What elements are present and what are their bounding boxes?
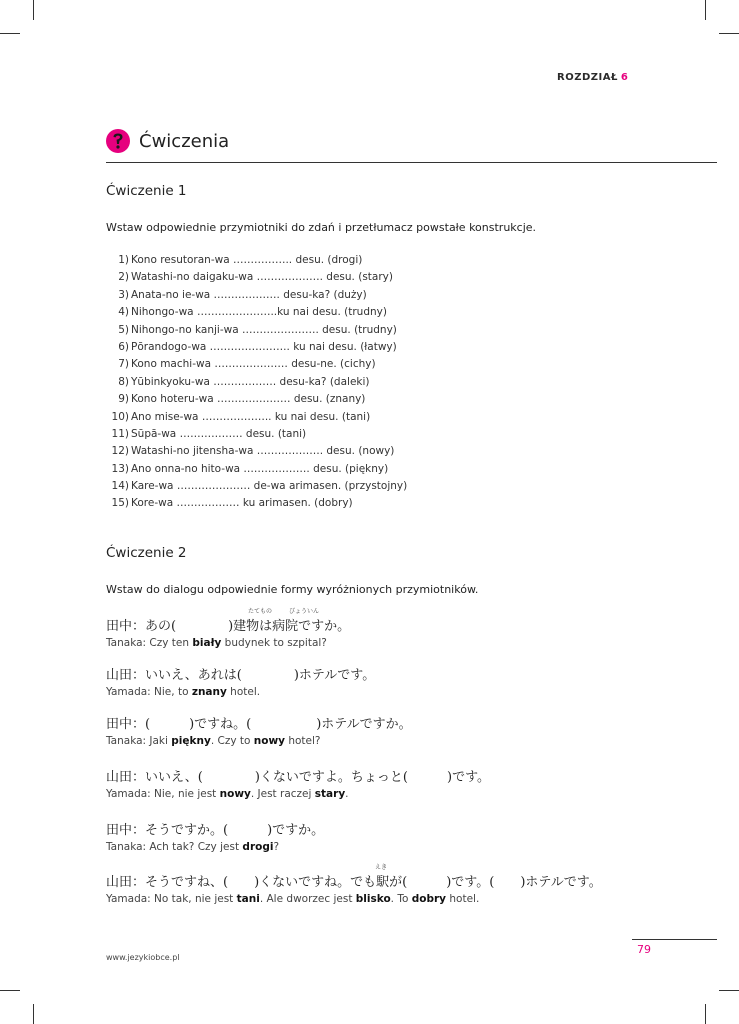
highlighted-adjective: piękny — [171, 735, 211, 747]
item-text: Kono machi-wa ………………… desu-ne. (cichy) — [131, 358, 376, 371]
furigana: たてもの — [248, 608, 273, 615]
exercise1-item — [106, 252, 407, 269]
dialog-translation — [106, 787, 490, 801]
crop-mark — [719, 33, 739, 34]
exercise1-item — [106, 322, 407, 339]
highlighted-adjective: dobry — [411, 893, 447, 905]
crop-mark — [33, 0, 34, 20]
chapter-label-text: ROZDZIAŁ — [557, 72, 618, 83]
exercise1-item — [106, 443, 407, 460]
dialog-line — [106, 769, 490, 801]
exercise1-item — [106, 287, 407, 304]
item-number: 3) — [118, 288, 129, 301]
item-text: Watashi-no jitensha-wa ………………. desu. (nowy) — [131, 445, 395, 458]
translation-text: . Czy to — [210, 735, 254, 747]
highlighted-adjective: biały — [192, 637, 222, 649]
crop-mark — [33, 1004, 34, 1024]
item-number: 11) — [111, 427, 129, 440]
exercise1-item — [106, 461, 407, 478]
exclamation-speech-icon — [106, 129, 130, 153]
dialog-japanese: 山田：そうですね、( )くないですね。でも駅が( )です。( )ホテルです。 — [106, 875, 602, 890]
item-number: 8) — [118, 375, 129, 388]
dialog-japanese: 田中：( )ですね。( )ホテルですか。 — [106, 717, 412, 732]
exercise1-item — [106, 356, 407, 373]
crop-mark — [719, 990, 739, 991]
item-number: 14) — [111, 480, 129, 493]
dialog-line — [106, 608, 351, 650]
crop-mark — [0, 990, 20, 991]
exercise1-item — [106, 391, 407, 408]
exercise1-item — [106, 409, 407, 426]
item-number: 2) — [118, 271, 129, 284]
item-text: Kore-wa ……………… ku arimasen. (dobry) — [131, 497, 353, 510]
translation-text: Tanaka: Czy ten — [106, 637, 193, 649]
exercise1-instruction: Wstaw odpowiednie przymiotniki do zdań i przetłumacz powstałe konstrukcje. — [106, 221, 537, 234]
translation-text: . — [345, 788, 349, 800]
dialog-line — [106, 864, 602, 906]
exercise1-item — [106, 339, 407, 356]
dialog-translation — [106, 636, 350, 650]
item-text: Kono resutoran-wa …………….. desu. (drogi) — [131, 254, 363, 266]
translation-text: ? — [273, 841, 280, 853]
furigana: えき — [375, 864, 388, 871]
crop-mark — [705, 1004, 706, 1024]
section-divider — [106, 162, 717, 163]
item-number: 7) — [118, 358, 129, 371]
exercise1-item — [106, 495, 407, 512]
translation-text: Yamada: Nie, to — [106, 686, 192, 698]
dialog-translation — [106, 840, 324, 854]
page-number-rule — [632, 939, 717, 940]
dialog-translation — [106, 892, 602, 906]
item-number: 6) — [118, 340, 129, 353]
translation-text: . Jest raczej — [250, 788, 315, 800]
chapter-label — [557, 72, 628, 83]
highlighted-adjective: drogi — [242, 841, 274, 853]
page-number: 79 — [637, 943, 651, 956]
exercise1-item — [106, 478, 407, 495]
dialog-translation — [106, 734, 412, 748]
translation-text: hotel. — [446, 893, 480, 905]
dialog-japanese: 山田：いいえ、( )くないですよ。ちょっと( )です。 — [106, 770, 491, 785]
item-text: Ano mise-wa ……………….. ku nai desu. (tani) — [131, 410, 371, 423]
item-number: 15) — [111, 497, 129, 510]
item-text: Nihongo-wa …………………..ku nai desu. (trudny) — [131, 306, 387, 319]
chapter-number: 6 — [620, 72, 629, 83]
translation-text: Yamada: No tak, nie jest — [106, 893, 237, 905]
translation-text: hotel? — [285, 735, 321, 747]
highlighted-adjective: stary — [314, 788, 346, 800]
item-number: 10) — [111, 410, 129, 423]
exercise1-title: Ćwiczenie 1 — [106, 183, 187, 199]
item-text: Pōrandogo-wa ………………….. ku nai desu. (łatwy) — [131, 340, 397, 353]
translation-text: . To — [390, 893, 412, 905]
translation-text: hotel. — [226, 686, 261, 698]
furigana: びょういん — [289, 608, 320, 615]
item-text: Watashi-no daigaku-wa ………………. desu. (stary) — [131, 271, 393, 284]
item-number: 1) — [118, 254, 129, 266]
item-text: Nihongo-no kanji-wa …………………. desu. (trudny) — [131, 323, 397, 336]
crop-mark — [0, 33, 20, 34]
exercise1-item — [106, 304, 407, 321]
exercise1-item — [106, 426, 407, 443]
highlighted-adjective: znany — [191, 686, 227, 698]
translation-text: budynek to szpital? — [221, 637, 327, 649]
translation-text: Yamada: Nie, nie jest — [106, 788, 220, 800]
item-text: Kare-wa ………………… de-wa arimasen. (przystojny) — [131, 480, 408, 493]
translation-text: . Ale dworzec jest — [259, 893, 356, 905]
item-text: Sūpā-wa ……………… desu. (tani) — [131, 427, 307, 440]
item-number: 9) — [118, 393, 129, 406]
highlighted-adjective: nowy — [253, 735, 286, 747]
exercise1-item — [106, 269, 407, 286]
dialog-line — [106, 822, 324, 854]
highlighted-adjective: nowy — [219, 788, 251, 800]
item-text: Kono hoteru-wa ………………… desu. (znany) — [131, 393, 366, 406]
highlighted-adjective: blisko — [355, 893, 391, 905]
dialog-translation — [106, 685, 375, 699]
item-text: Anata-no ie-wa ………………. desu-ka? (duży) — [131, 288, 367, 301]
exercise1-item — [106, 374, 407, 391]
dialog-line — [106, 667, 375, 699]
translation-text: Tanaka: Jaki — [106, 735, 172, 747]
exercise2-instruction: Wstaw do dialogu odpowiednie formy wyróżnionych przymiotników. — [106, 583, 479, 596]
item-text: Ano onna-no hito-wa ………………. desu. (piękny) — [131, 462, 389, 475]
item-number: 5) — [118, 323, 129, 336]
item-text: Yūbinkyoku-wa ……………… desu-ka? (daleki) — [131, 375, 370, 388]
section-heading — [106, 125, 229, 157]
dialog-japanese: 山田：いいえ、あれは( )ホテルです。 — [106, 668, 376, 683]
highlighted-adjective: tani — [236, 893, 260, 905]
footer-url: www.jezykiobce.pl — [106, 953, 180, 962]
section-title: Ćwiczenia — [139, 130, 230, 152]
crop-mark — [705, 0, 706, 20]
translation-text: Tanaka: Ach tak? Czy jest — [106, 841, 243, 853]
dialog-japanese: 田中：あの( )建物は病院ですか。 — [106, 619, 351, 634]
item-number: 12) — [111, 445, 129, 458]
exercise1-list — [106, 252, 407, 513]
item-number: 4) — [118, 306, 129, 319]
dialog-line — [106, 716, 412, 748]
dialog-japanese: 田中：そうですか。( )ですか。 — [106, 823, 325, 838]
item-number: 13) — [111, 462, 129, 475]
exercise2-title: Ćwiczenie 2 — [106, 545, 187, 561]
